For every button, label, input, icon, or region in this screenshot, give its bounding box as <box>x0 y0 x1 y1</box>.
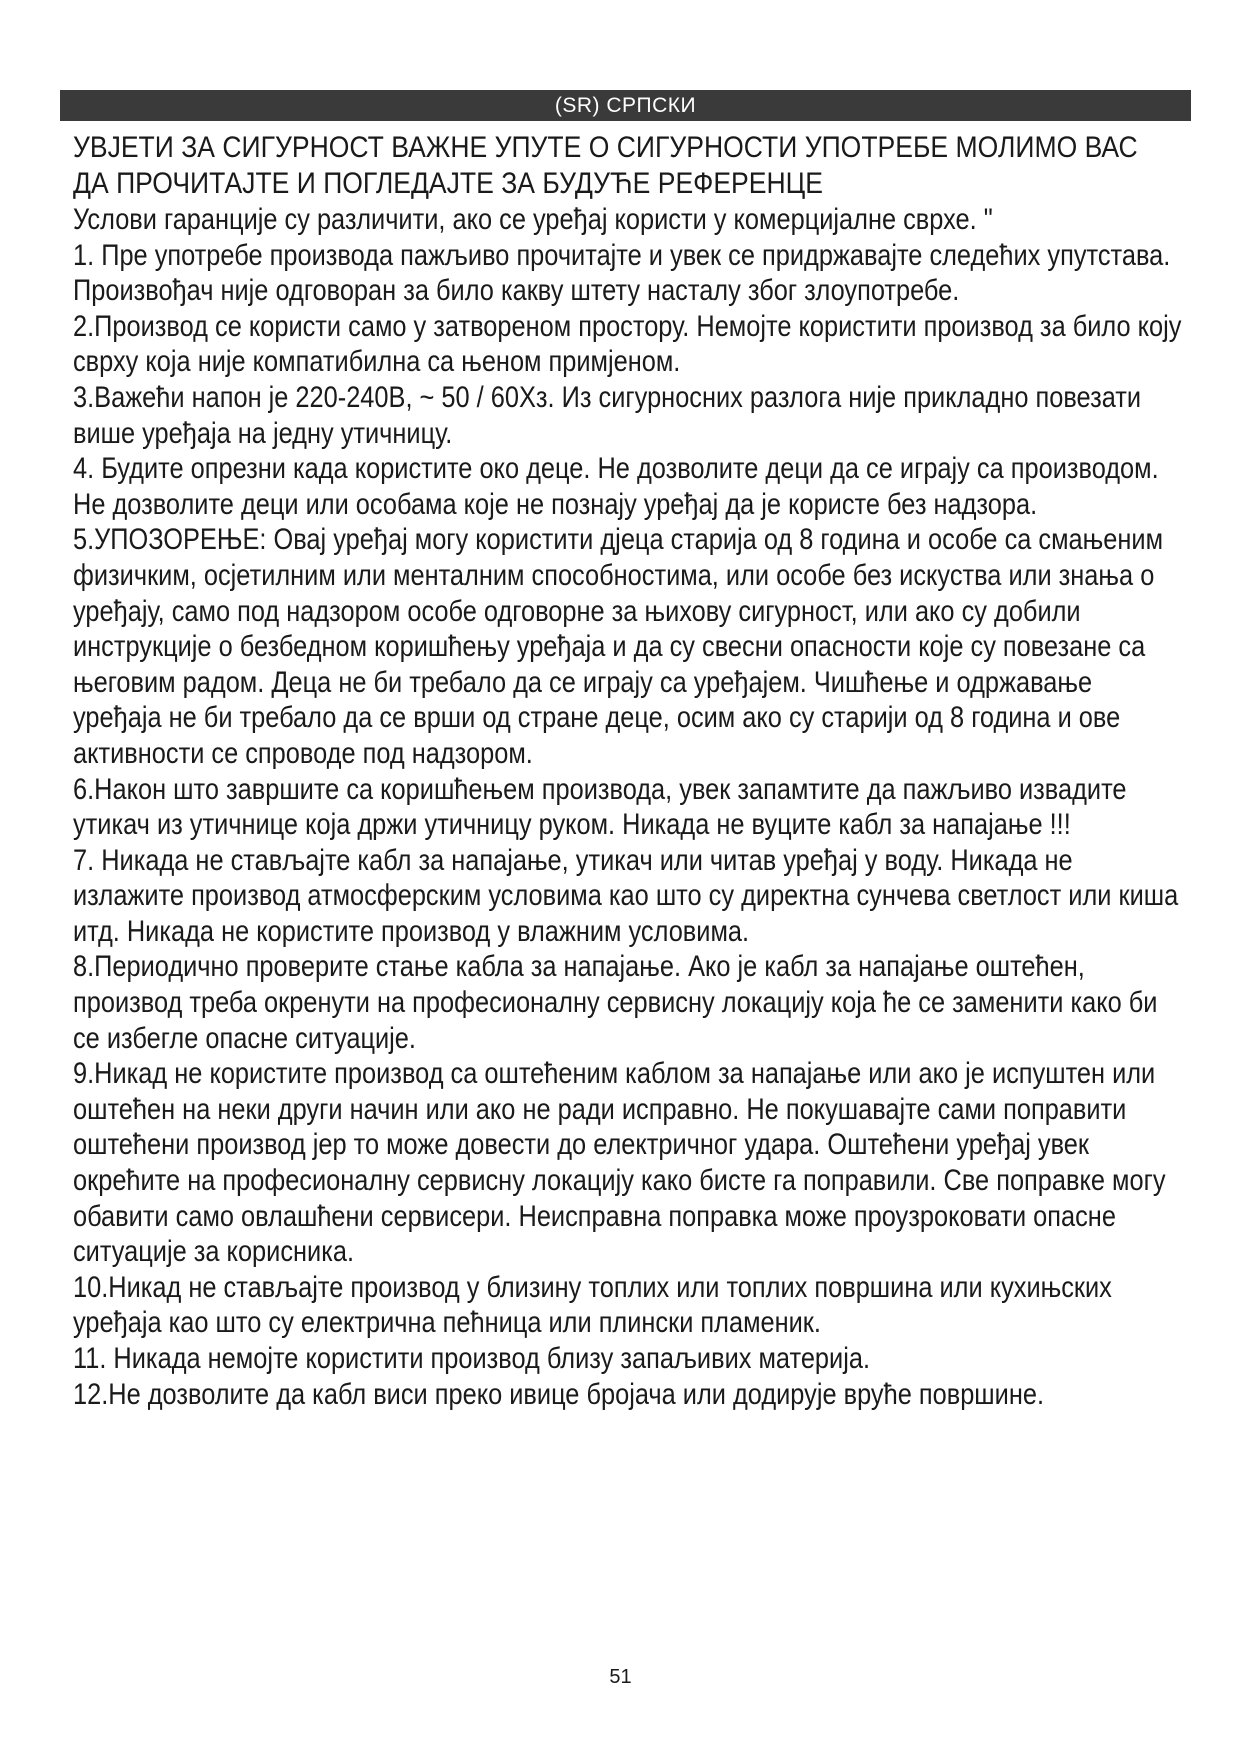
instruction-item-2: 2.Производ се користи само у затвореном простору. Немојте користити производ за било коју сврху која није компатибилна са њеном примјеном. <box>73 309 1182 379</box>
instruction-item-3: 3.Важећи напон је 220-240В, ~ 50 / 60Хз. Из сигурносних разлога није прикладно повезати више уређаја на једну утичницу. <box>73 380 1142 450</box>
instruction-item-1: 1. Пре употребе производа пажљиво прочитајте и увек се придржавајте следећих упутстава. Произвођач није одговоран за било какву штету насталу због злоупотребе. <box>73 238 1171 308</box>
instruction-item-9: 9.Никад не користите производ са оштећеним каблом за напајање или ако је испуштен или оштећен на неки други начин или ако не ради исправно. Не покушавајте сами поправити оштећени производ јер то може довести до електричног удара. Оштећени уређај увек окрећите на професионалну сервисну локацију како бисте га поправили. Све поправке могу обавити само овлашћени сервисери. Неисправна поправка може проузроковати опасне ситуације за корисника. <box>73 1057 1166 1269</box>
instruction-item-12: 12.Не дозволите да кабл виси преко ивице бројача или додирује вруће површине. <box>73 1377 1045 1411</box>
instruction-item-7: 7. Никада не стављајте кабл за напајање, утикач или читав уређај у воду. Никада не излажите производ атмосферским условима као што су директна сунчева светлост или киша итд. Никада не користите производ у влажним условима. <box>73 843 1179 948</box>
instruction-item-6: 6.Након што завршите са коришћењем производа, увек запамтите да пажљиво извадите утикач из утичнице која држи утичницу руком. Никада не вуците кабл за напајање !!! <box>73 772 1127 842</box>
document-body <box>73 130 1183 1412</box>
instruction-item-11: 11. Никада немојте користити производ близу запаљивих материја. <box>73 1342 871 1375</box>
instruction-item-10: 10.Никад не стављајте производ у близину топлих или топлих површина или кухињских уређаја као што су електрична пећница или плински пламеник. <box>73 1270 1112 1340</box>
page-number: 51 <box>609 1666 632 1688</box>
instruction-item-8: 8.Периодично проверите стање кабла за напајање. Ако је кабл за напајање оштећен, производ треба окренути на професионалну сервисну локацију која ће се заменити како би се избегле опасне ситуације. <box>73 950 1158 1055</box>
warranty-note: Услови гаранције су различити, ако се уређај користи у комерцијалне сврхе. " <box>73 203 993 236</box>
language-header-bar: (SR) СРПСКИ <box>60 90 1191 121</box>
instruction-item-4: 4. Будите опрезни када користите око деце. Не дозволите деци да се играју са производом. Не дозволите деци или особама које не познају уређај да је користе без надзора. <box>73 452 1159 521</box>
safety-title: УВЈЕТИ ЗА СИГУРНОСТ ВАЖНЕ УПУТЕ О СИГУРНОСТИ УПОТРЕБЕ МОЛИМО ВАС ДА ПРОЧИТАЈТЕ И ПОГЛЕДАЈТЕ ЗА БУДУЋЕ РЕФЕРЕНЦЕ <box>73 131 1138 200</box>
instruction-item-5: 5.УПОЗОРЕЊЕ: Овај уређај могу користити дјеца старија од 8 година и особе са смањеним физичким, осјетилним или менталним способностима, или особе без искуства или знања о уређају, само под надзором особе одговорне за њихову сигурност, или ако су добили инструкције о безбедном коришћењу уређаја и да су свесни опасности које су повезане са његовим радом. Деца не би требало да се играју са уређајем. Чишћење и одржавање уређаја не би требало да се врши од стране деце, осим ако су старији од 8 година и ове активности се спроводе под надзором. <box>73 523 1164 770</box>
